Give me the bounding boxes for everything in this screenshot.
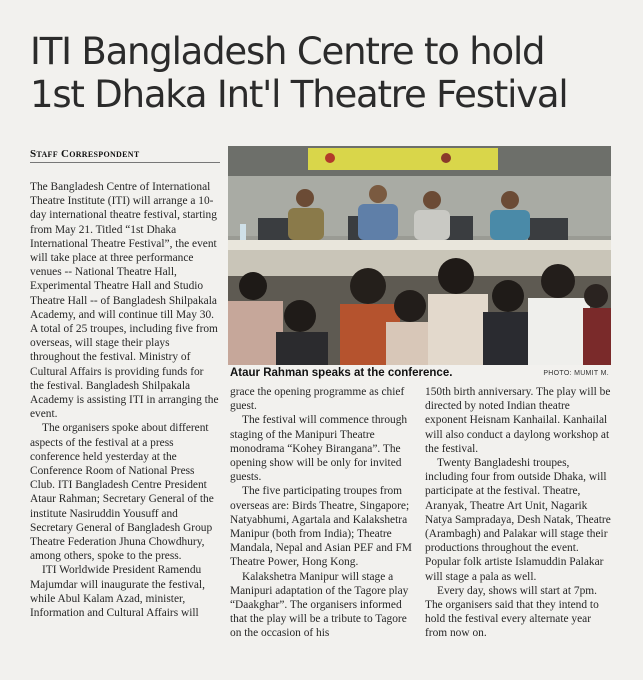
photo-caption-bar [228,367,611,383]
paragraph: Twenty Bangladeshi troupes, including four from outside Dhaka, will participate at the festival. Theatre, Aranyak, Theatre Art Unit, Nagarik Natya Sampradaya, Desh Natak, Theatre (Arambagh) and Palakar will stage their productions throughout the event. Popular folk artiste Islamuddin Palakar will stage a pala as well. [425,457,611,583]
paragraph: The five participating troupes from overseas are: Birds Theatre, Singapore; Natyabhumi, Agartala and Kalakshetra Manipur (both from India); Theatre Mandala, Nepal and Asian PEF and FM Theatre Power, Hong Kong. [230,485,412,569]
paragraph: The festival will commence through staging of the Manipuri Theatre monodrama “Kohey Birangana”. The opening show will be only for invited guests. [230,414,408,484]
headline [30,30,630,116]
paragraph: Every day, shows will start at 7pm. The organisers said that they intend to hold the festival every alternate year from now on. [425,584,599,640]
article-column-1 [30,180,220,620]
paragraph: ITI Worldwide President Ramendu Majumdar will inaugurate the festival, while Abul Kalam Azad, minister, Information and Cultural Affairs will [30,564,205,620]
headline-line-2: 1st Dhaka Int'l Theatre Festival [30,73,568,116]
paragraph: The organisers spoke about different aspects of the festival at a press conference held yesterday at the Conference Room of National Press Club. ITI Bangladesh Centre President Ataur Rahman; Secretary General of the institute Nasiruddin Yousuff and Secretary General of Bangladesh Group Theatre Federation Jhuna Chowdhury, among others, spoke to the press. [30,422,214,563]
photo-caption: Ataur Rahman speaks at the conference. [230,367,453,379]
paragraph: 150th birth anniversary. The play will be directed by noted Indian theatre exponent Heisnam Kanhailal. Kanhailal will also conduct a daylong workshop at the festival. [425,386,611,455]
byline: Staff Correspondent [30,148,220,163]
article-column-2 [230,385,420,641]
paragraph: The Bangladesh Centre of International Theatre Institute (ITI) will arrange a 10-day international theatre festival, starting from May 21. Titled “1st Dhaka International Theatre Festival”, the event will take place at three performance venues -- National Theatre Hall, Experimental Theatre Hall and Studio Theatre Hall -- of Bangladesh Shilpakala Academy, and will continue till May 30. A total of 25 troupes, including five from overseas, will stage their plays throughout the festival. Ministry of Cultural Affairs is providing funds for the festival. Bangladesh Shilpakala Academy is assisting ITI in arranging the event. [30,181,219,421]
conference-photo-illustration [228,146,611,365]
article-column-3 [425,385,613,641]
headline-line-1: ITI Bangladesh Centre to hold [30,30,545,73]
paragraph: Kalakshetra Manipur will stage a Manipuri adaptation of the Tagore play “Daakghar”. The organisers informed that the play will be a tribute to Tagore on the occasion of his [230,570,409,640]
photo-credit: PHOTO: MUMIT M. [543,370,609,377]
conference-photo [228,146,611,365]
paragraph: grace the opening programme as chief guest. [230,386,405,413]
